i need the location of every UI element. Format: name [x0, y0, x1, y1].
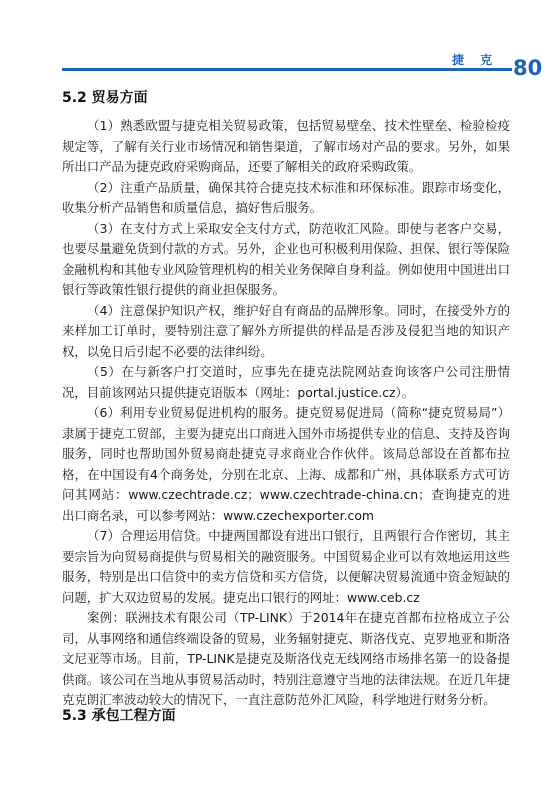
paragraph-2: （2）注重产品质量，确保其符合捷克技术标准和环保标准。跟踪市场变化，收集分析产品销售和质量信息，搞好售后服务。 [62, 179, 510, 215]
section-body [62, 116, 510, 711]
paragraph-case: 案例：联洲技术有限公司（TP-LINK）于2014年在捷克首都布拉格成立子公司，从事网络和通信终端设备的贸易，业务辐射捷克、斯洛伐克、克罗地亚和斯洛文尼亚等市场。目前，TP-LINK是捷克及斯洛伐克无线网络市场排名第一的设备提供商。该公司在当地从事贸易活动时，特别注意遵守当地的法律法规。在近几年捷克克朗汇率波动较大的情况下，一直注意防范外汇风险，科学地进行财务分析。 [62, 610, 510, 707]
header-rule [62, 68, 512, 71]
section-title-trade: 5.2 贸易方面 [62, 90, 148, 106]
running-header-country: 捷 克 [452, 53, 499, 67]
paragraph-6: （6）利用专业贸易促进机构的服务。捷克贸易促进局（简称“捷克贸易局”）隶属于捷克工贸部，主要为捷克出口商进入国外市场提供专业的信息、支持及咨询服务，同时也帮助国外贸易商赴捷克寻求商业合作伙伴。该局总部设在首都布拉格，在中国设有4个商务处，分别在北京、上海、成都和广州，具体联系方式可访问其网站：www.czechtrade.cz；www.czechtrade-china.cn；查询捷克的进出口商名录，可以参考网站：www.czechexporter.com [62, 405, 510, 523]
paragraph-5: （5）在与新客户打交道时，应事先在捷克法院网站查询该客户公司注册情况，目前该网站只提供捷克语版本（网址：portal.justice.cz）。 [62, 364, 510, 400]
paragraph-3: （3）在支付方式上采取安全支付方式，防范收汇风险。即使与老客户交易，也要尽量避免货到付款的方式。另外，企业也可积极利用保险、担保、银行等保险金融机构和其他专业风险管理机构的相关业务保障自身利益。例如使用中国进出口银行等政策性银行提供的商业担保服务。 [62, 220, 510, 297]
section-title-contracting: 5.3 承包工程方面 [62, 708, 176, 724]
page-number: 80 [513, 56, 543, 80]
paragraph-4: （4）注意保护知识产权，维护好自有商品的品牌形象。同时，在接受外方的来样加工订单时，要特别注意了解外方所提供的样品是否涉及侵犯当地的知识产权，以免日后引起不必要的法律纠纷。 [62, 302, 510, 359]
paragraph-1: （1）熟悉欧盟与捷克相关贸易政策，包括贸易壁垒、技术性壁垒、检验检疫规定等，了解有关行业市场情况和销售渠道，了解市场对产品的要求。另外，如果所出口产品为捷克政府采购商品，还要了解相关的政府采购政策。 [62, 118, 510, 174]
paragraph-7: （7）合理运用信贷。中捷两国都设有进出口银行，且两银行合作密切，其主要宗旨为向贸易商提供与贸易相关的融资服务。中国贸易企业可以有效地运用这些服务，特别是出口信贷中的卖方信贷和买方信贷，以便解决贸易流通中资金短缺的问题，扩大双边贸易的发展。捷克出口银行的网址：www.ceb.cz [62, 528, 510, 605]
